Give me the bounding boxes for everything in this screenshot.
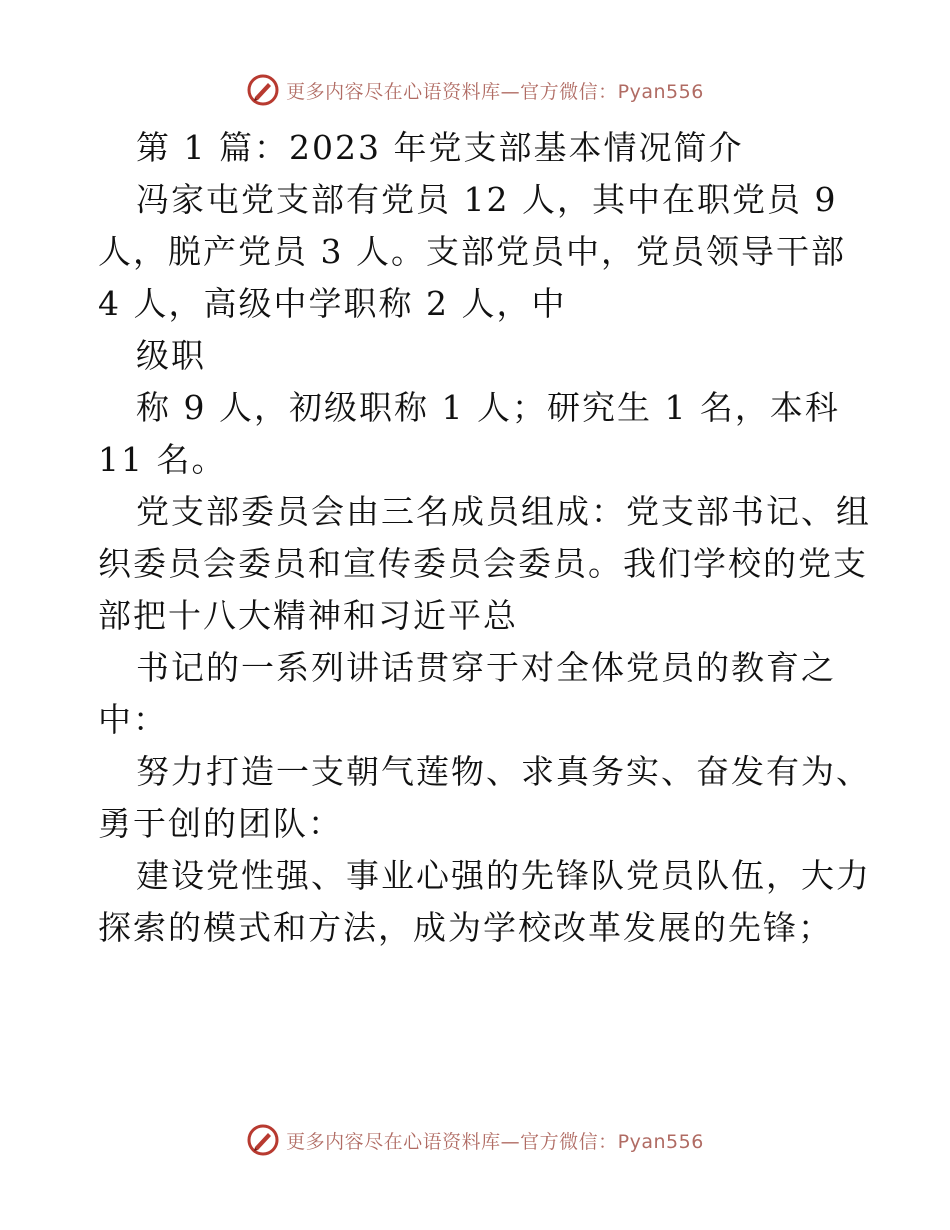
text-line: 建设党性强、事业心强的先锋队党员队伍，大力 xyxy=(136,856,871,895)
text-line: 勇于创的团队： xyxy=(98,804,343,843)
text-line: 书记的一系列讲话贯穿于对全体党员的教育之 xyxy=(136,648,836,687)
text-line: 第 1 篇：2023 年党支部基本情况简介 xyxy=(136,128,744,167)
text-line: 冯家屯党支部有党员 12 人，其中在职党员 9 xyxy=(136,180,838,219)
text-line: 部把十八大精神和习近平总 xyxy=(98,596,518,635)
header-watermark xyxy=(0,70,950,110)
text-line: 努力打造一支朝气莲物、求真务实、奋发有为、 xyxy=(136,752,871,791)
text-line: 人，脱产党员 3 人。支部党员中，党员领导干部 xyxy=(98,232,846,271)
text-line: 织委员会委员和宣传委员会委员。我们学校的党支 xyxy=(98,544,868,583)
text-line: 11 名。 xyxy=(98,440,227,479)
text-line: 称 9 人，初级职称 1 人；研究生 1 名，本科 xyxy=(136,388,840,427)
pen-logo-icon xyxy=(246,73,280,107)
text-line: 探索的模式和方法，成为学校改革发展的先锋； xyxy=(98,908,833,947)
text-line: 4 人，高级中学职称 2 人，中 xyxy=(98,284,567,323)
text-line: 中： xyxy=(98,700,168,739)
watermark-text: 更多内容尽在心语资料库—官方微信：Pyan556 xyxy=(286,80,704,103)
text-line: 党支部委员会由三名成员组成：党支部书记、组 xyxy=(136,492,871,531)
pen-logo-icon xyxy=(246,1123,280,1157)
document-body xyxy=(98,122,871,954)
footer-watermark xyxy=(0,1120,950,1160)
text-line: 级职 xyxy=(136,336,206,375)
watermark-text: 更多内容尽在心语资料库—官方微信：Pyan556 xyxy=(286,1130,704,1153)
